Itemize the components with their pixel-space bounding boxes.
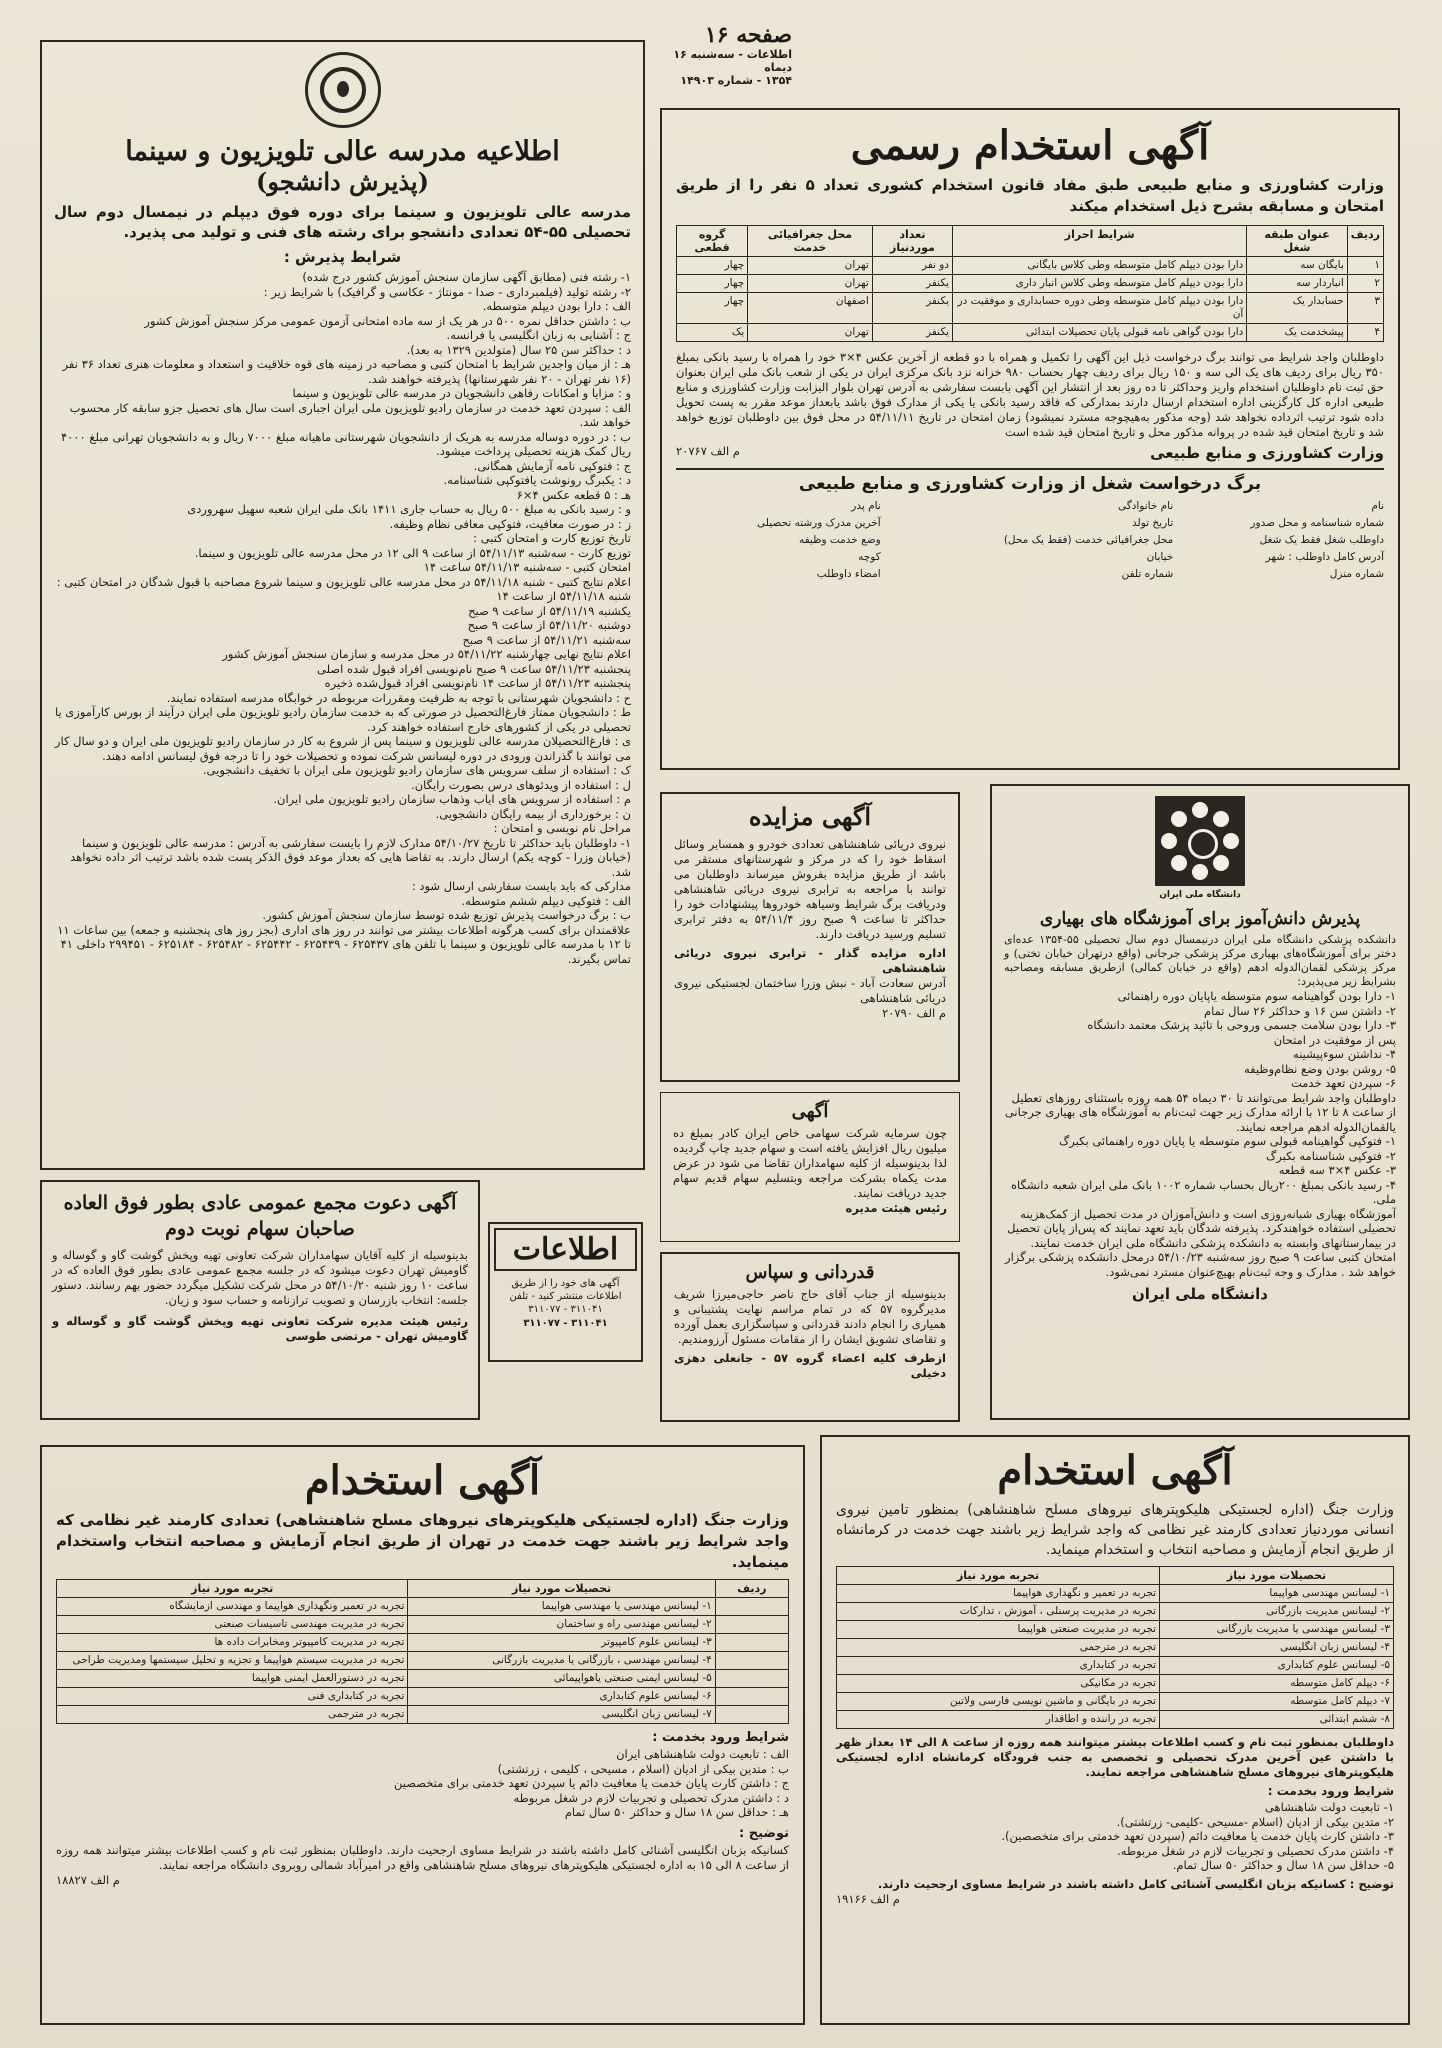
form-field[interactable]: شماره تلفن (1121, 568, 1174, 580)
hiring-left-title: آگهی استخدام (304, 1457, 541, 1504)
cell: دارا بودن دیپلم کامل متوسطه وطی کلاس انبار داری (953, 275, 1247, 293)
form-field[interactable]: آخرین مدرک ورشته تحصیلی (757, 517, 881, 529)
auction-ref: م الف ۲۰۷۹۰ (882, 1006, 946, 1020)
table-row (57, 1688, 789, 1706)
cell: دارا بودن دیپلم کامل متوسطه وطی دوره حسابداری و موفقیت در آن (953, 293, 1247, 324)
list-item: شنبه ۵۴/۱۱/۱۸ از ساعت ۱۴ (496, 589, 631, 603)
list-item: ۱- تابعیت دولت شاهنشاهی (1264, 1800, 1394, 1814)
table-row (57, 1598, 789, 1616)
tv-school-intro: مدرسه عالی تلویزیون و سینما برای دوره فوق دیپلم در نیمسال دوم سال تحصیلی ۵۵-۵۴ تعدادی دانشجو برای رشته های فنی و تولید می پذیرد. (54, 203, 631, 241)
cell: انباردار سه (1247, 275, 1347, 293)
ad-official-table (676, 225, 1384, 342)
table-row (837, 1711, 1394, 1729)
ad-tv-school (40, 40, 645, 1170)
list-item: ج : آشنایی به زبان انگلیسی یا فرانسه. (446, 328, 631, 342)
ad-official-hiring (660, 108, 1400, 770)
cell: یکنفر (872, 275, 952, 293)
form-field[interactable]: وضع خدمت وظیفه (798, 534, 881, 546)
list-item: امتحان کتبی - سه‌شنبه ۵۴/۱۱/۱۳ ساعت ۱۴ (423, 560, 631, 574)
table-row (677, 257, 1384, 275)
cell: دارا بودن دیپلم کامل متوسطه وطی کلاس بایگانی (953, 257, 1247, 275)
cell: ۳- لیسانس مهندسی یا مدیریت بازرگانی (1160, 1621, 1394, 1639)
col-header: عنوان طبقه شغل (1247, 226, 1347, 257)
list-item: اعلام نتایج کتبی - شنبه ۵۴/۱۱/۱۸ در محل مدرسه عالی تلویزیون و سینما شروع مصاحبه با قبول شدگان در امتحان کتبی : (56, 574, 631, 589)
cell: تجربه در دستورالعمل ایمنی هواپیما (57, 1670, 408, 1688)
cell: ۱- لیسانس مهندسی یا مهندسی هواپیما (408, 1598, 715, 1616)
list-item: اعلام نتایج نهایی چهارشنبه ۵۴/۱۱/۲۲ در محل مدرسه و سازمان سنجش آموزش کشور (222, 647, 631, 661)
ettelaat-phone: ۳۱۱۰۴۱ - ۳۱۱۰۷۷ (523, 1318, 608, 1329)
list-item: هـ : حداقل سن ۱۸ سال و حداکثر ۵۰ سال تمام (564, 1805, 789, 1819)
list-item: ن : برخورداری از بیمه رایگان دانشجویی. (435, 806, 631, 821)
table-row (837, 1621, 1394, 1639)
table-row (677, 293, 1384, 324)
list-item: ۴- داشتن مدرک تحصیلی و تجربیات لازم در شغل مربوطه. (1117, 1843, 1394, 1858)
cell: چهار (677, 293, 748, 324)
list-item: امتحان کتبی ساعت ۹ صبح روز سه‌شنبه ۵۴/۱۰/۲۳ درمحل دانشکده پزشکی برگزار خواهد شد . مدارک و وجه ثبت‌نام بهیچ‌عنوان مسترد نمی‌شود. (1005, 1250, 1396, 1279)
issue-date: اطلاعات - سه‌شنبه ۱۶ دیماه (673, 48, 792, 74)
list-item: ۱- فتوکپی گواهینامه قبولی سوم متوسطه یا پایان دوره راهنمائی بکبرگ (1059, 1134, 1396, 1148)
hiring-left-table (56, 1579, 789, 1724)
ettelaat-logo: اطلاعات (512, 1232, 619, 1267)
cell: تجربه در مدیریت صنعتی هواپیما (837, 1621, 1160, 1639)
cell: ۶- لیسانس علوم کتابداری (408, 1688, 715, 1706)
list-item: د : یکبرگ رونوشت یافتوکپی شناسنامه. (443, 473, 631, 487)
list-item: پس از موفقیت در امتحان (1273, 1032, 1396, 1047)
hiring-left-intro: وزارت جنگ (اداره لجستیکی هلیکوپترهای نیروهای مسلح شاهنشاهی) تعدادی کارمند غیر نظامی که واجد شرایط زیر باشند جهت خدمت در تهران از طریق انجام آزمایش و مصاحبه انتخاب واستخدام مینماید. (56, 1511, 789, 1571)
list-item: ۱- داوطلبان باید حداکثر تا تاریخ ۵۴/۱۰/۲۷ مدارک لازم را بایست سفارشی به آدرس : مدرسه عالی تلویزیون و سینما (خیابان وزرا - کوچه یکم) ارسال دارند. به تقاضا هایی که بعداز موعد فوق الذکر پست شده باشد ترتیب اثر داده نخواهد شد. (70, 835, 631, 879)
list-item: سه‌شنبه ۵۴/۱۱/۲۱ از ساعت ۹ صبح (462, 632, 631, 647)
cell: ۵- لیسانس علوم کتابداری (1160, 1657, 1394, 1675)
cell: تجربه در مکانیکی (837, 1675, 1160, 1693)
list-item: ۲- رشته تولید (فیلمبرداری - صدا - مونتاژ - عکاسی و گرافیک) با شرایط زیر : (263, 284, 631, 299)
list-item: پنجشنبه ۵۴/۱۱/۲۳ ساعت ۹ صبح نام‌نویسی افراد قبول شده اصلی (316, 661, 631, 676)
col-header: محل جغرافیائی خدمت (748, 226, 873, 257)
col-header: ردیف (1347, 226, 1383, 257)
cell: ۳- لیسانس علوم کامپیوتر (408, 1634, 715, 1652)
list-item: ۳- دارا بودن سلامت جسمی وروحی با تائید پزشک معتمد دانشگاه (1087, 1018, 1396, 1032)
list-item: د : داشتن مدرک تحصیلی و تجربیات لازم در شغل مربوطه (513, 1790, 789, 1805)
cell: تجربه در مدیریت سیستم هواپیما و تجزیه و تحلیل سیستمها ومدیریت طراحی (57, 1652, 408, 1670)
tv-school-subtitle: (پذیرش دانشجو) (256, 167, 429, 196)
table-row (57, 1634, 789, 1652)
list-item: ب : متدین بیکی از ادیان (اسلام ، مسیحی ، کلیمی ، زرتشتی) (497, 1761, 789, 1776)
list-item: ۳- عکس ۴×۳ سه قطعه (1278, 1163, 1396, 1177)
list-item: تاریخ توزیع کارت و امتحان کتبی : (473, 531, 631, 545)
cell: یکنفر (872, 324, 952, 342)
tv-school-conditions-title: شرایط پذیرش : (283, 248, 402, 266)
list-item: الف : فتوکپی دیپلم ششم متوسطه. (461, 893, 631, 908)
table-row (837, 1675, 1394, 1693)
cell: ۱ (1347, 257, 1383, 275)
col-header: تحصیلات مورد نیاز (1160, 1567, 1394, 1585)
cell: تجربه در بایگانی و ماشین نویسی فارسی ولاتین (837, 1693, 1160, 1711)
list-item: ۱- رشته فنی (مطابق آگهی سازمان سنجش آموزش کشور درج شده) (302, 270, 631, 284)
hiring-right-title: آگهی استخدام (997, 1447, 1233, 1494)
form-field[interactable]: شماره منزل (1329, 568, 1384, 580)
list-item: آموزشگاه بهیاری شبانه‌روزی است و دانش‌آموزان در مدت تحصیل از کمک‌هزینه تحصیلی استفاده خواهندکرد. پذیرفته شدگان باید تعهد نمایند که پس‌از پایان تحصیل در بیمارستانهای وابسته به دانشکده پزشکی دانشگاه ملی ایران خدمت نمایند. (1007, 1206, 1396, 1250)
cell: ۸- ششم ابتدائی (1160, 1711, 1394, 1729)
list-item: ۴- رسید بانکی بمبلغ ۲۰۰ریال بحساب شماره ۱۰۰۲ بانک ملی ایران شعبه دانشگاه ملی. (1010, 1177, 1396, 1206)
list-item: مراحل نام نویسی و امتحان : (493, 821, 631, 835)
hiring-right-entry (836, 1800, 1394, 1873)
cell: ۴ (1347, 324, 1383, 342)
form-field[interactable]: محل جغرافیائی خدمت (فقط یک محل) (1003, 534, 1174, 546)
cell: ۶- دیپلم کامل متوسطه (1160, 1675, 1394, 1693)
hiring-left-entry (56, 1747, 789, 1820)
col-header: تجربه مورد نیاز (57, 1580, 408, 1598)
cell: تجربه در کتابداری فنی (57, 1688, 408, 1706)
ad-official-body: داوطلبان واجد شرایط می توانند برگ درخواست ذیل این آگهی را تکمیل و همراه با دو قطعه از آخرین عکس ۴×۳ خود را همراه با رسید بانکی بمبلغ ۳۵۰ ریال برای ردیف های یک الی سه و ۱۵۰ ریال برای ردیف چهار بحساب ۹۸۰ خزانه نزد بانک مرکزی ایران در یکی از شعب بانک ملی ایران بعنوان حق ثبت نام داوطلبان استخدام واریز وحداکثر تا ده روز بعد از انتشار این آگهی بابست سفارشی به آدرس تهران بلوار الیزابت وزارت کشاورزی و منابع طبیعی اداره کل کارگزینی اداره استخدام ارسال دارند بمدارکی که فاقد رسید بانکی یا یکی از مدارک فوق باشد یابعداز موعد مقرر به پست تحویل داده شود ترتیب اثرداده نخواهد شد (وجه مذکور به‌هیچوجه مسترد نمیشود) زمان امتحان در تاریخ ۵۴/۱۱/۱۱ در محل فوق بین داوطلبان توزیع خواهد شد و تاریخ امتحان قید شده در پروانه مذکور محل و تاریخ امتحان قید شده است (676, 350, 1385, 439)
ad-nursing (990, 784, 1410, 1420)
cell: تجربه در تعمیر و نگهداری هواپیما (837, 1585, 1160, 1603)
cell: یک (677, 324, 748, 342)
cell: تجربه در مترجمی (837, 1639, 1160, 1657)
cell: ۲- لیسانس مهندسی راه و ساختمان (408, 1616, 715, 1634)
table-row (677, 275, 1384, 293)
col-header: شرایط احراز (953, 226, 1247, 257)
table-row (677, 324, 1384, 342)
thanks-body: بدینوسیله از جناب آقای حاج ناصر حاجی‌میرزا شریف مدیرگروه ۵۷ که در تمام مراسم نهایت پشتیبانی و همیاری را انجام دادند قدردانی و سپاسگزاری بعمل آورده و تقاضای تشویق ایشان را از مقامات مسئول آرزومندیم. (674, 1287, 947, 1346)
cell: دارا بودن گواهی نامه قبولی پایان تحصیلات ابتدائی (953, 324, 1247, 342)
tv-school-lines (54, 270, 631, 966)
cell: ۷- دیپلم کامل متوسطه (1160, 1693, 1394, 1711)
cell: تجربه در مدیریت پرسنلی ، آموزش ، تدارکات (837, 1603, 1160, 1621)
list-item: ۵- حداقل سن ۱۸ سال و حداکثر ۵۰ سال تمام. (1172, 1858, 1394, 1872)
thanks-signature: ازطرف کلیه اعضاء گروه ۵۷ - جانعلی دهزی دخیلی (674, 1351, 946, 1380)
table-row (57, 1652, 789, 1670)
cell: ۴- لیسانس مهندسی ، بازرگانی یا مدیریت بازرگانی (408, 1652, 715, 1670)
list-item: ۳- داشتن کارت پایان خدمت یا معافیت دائم (سپردن تعهد خدمتی برای متخصصین). (1001, 1829, 1394, 1843)
form-title: برگ درخواست شغل از وزارت کشاورزی و منابع طبیعی (798, 474, 1262, 494)
nursing-logo-text: دانشگاه ملی ایران (1159, 890, 1241, 900)
cell: چهار (677, 257, 748, 275)
cell: تهران (748, 324, 873, 342)
table-row (837, 1693, 1394, 1711)
list-item: و : مزایا و امکانات رفاهی دانشجویان در مدرسه عالی تلویزیون و سینما (292, 386, 631, 400)
cell: چهار (677, 275, 748, 293)
list-item: الف : دارا بودن دیپلم متوسطه. (482, 299, 631, 313)
cell: ۱- لیسانس مهندسی هواپیما (1160, 1585, 1394, 1603)
meeting-signature: رئیس هیئت مدیره شرکت تعاونی تهیه وپخش گوشت گاو و گوساله و گاومیش تهران - مرتضی طوسی (52, 1314, 468, 1343)
hiring-right-body: داوطلبان بمنظور ثبت نام و کسب اطلاعات بیشتر میتوانند همه روزه از ساعت ۸ الی ۱۴ بعداز ظهر با داشتن عین آخرین مدرک تحصیلی و تخصصی به جنب فرودگاه کرمانشاه اداره لجستیکی هلیکوپترهای نیروهای مسلح شاهنشاهی مراجعه نمایند. (836, 1735, 1394, 1779)
ad-official-signature: وزارت کشاورزی و منابع طبیعی (1150, 444, 1384, 462)
list-item: ب : در دوره دوساله مدرسه به هریک از دانشجویان شهرستانی ماهیانه مبلغ ۷۰۰۰ ریال و به دانشجویان تهرانی مبلغ ۴۰۰۰ ریال کمک هزینه تحصیلی پرداخت میشود. (60, 429, 631, 458)
cell: تهران (748, 275, 873, 293)
list-item: الف : سپردن تعهد خدمت در سازمان رادیو تلویزیون ملی ایران اجباری است سال های تحصیل جزو سابقه کار محسوب خواهد شد. (69, 400, 631, 429)
list-item: ۱- دارا بودن گواهینامه سوم متوسطه یاپایان دوره راهنمائی (1117, 989, 1396, 1003)
nursing-signature: دانشگاه ملی ایران (1131, 1285, 1269, 1303)
hiring-right-ref: م الف ۱۹۱۶۶ (836, 1891, 900, 1906)
cell: دو نفر (872, 257, 952, 275)
list-item: ک : استفاده از سلف سرویس های سازمان رادیو تلویزیون ملی ایران با تخفیف دانشجویی. (202, 763, 631, 777)
form-field[interactable]: امضاء داوطلب (816, 568, 881, 580)
auction-body: نیروی دریائی شاهنشاهی تعدادی خودرو و همسایر وسائل اسقاط خود را که در مرکز و شهرستانهای مستقر می باشد از طریق مزایده بفروش میرساند داوطلبان می توانند با مراجعه به ترابری نیروی دریائی شاهنشاهی ودریافت برگ شرایط وسیاهه خودروها پیشنهادات خود را حداکثر تا ساعت ۹ صبح روز ۵۴/۱۱/۴ به دفتر ترابری تسلیم ورسید دریافت دارند. (674, 837, 946, 941)
list-item: پنجشنبه ۵۴/۱۱/۲۳ از ساعت ۱۴ نام‌نویسی افراد قبول‌شده ذخیره (324, 676, 631, 690)
hiring-left-ref: م الف ۱۸۸۲۷ (56, 1872, 120, 1887)
list-item: ی : فارغ‌التحصیلان مدرسه عالی تلویزیون و سینما پس از شروع به کار در سازمان رادیو تلویزیون ملی ایران و دو سال کار می توانند با گذراندن ورودی در دوره لیسانس شرکت نموده و تحصیلات خود را تا درجه فوق لیسانس ادامه دهند. (54, 734, 631, 763)
col-header: تحصیلات مورد نیاز (408, 1580, 715, 1598)
cell: یکنفر (872, 293, 952, 324)
ad-official-ref: م الف ۲۰۷۶۷ (676, 444, 740, 458)
auction-title: آگهی مزایده (748, 802, 872, 831)
list-item: ب : برگ درخواست پذیرش توزیع شده توسط سازمان سنجش آموزش کشور. (262, 908, 631, 922)
hiring-right-note: توضیح : کسانیکه بزبان انگلیسی آشنائی کامل داشته باشند در شرایط مساوی ارجحیت دارند. (877, 1876, 1394, 1891)
hiring-left-note: کسانیکه بزبان انگلیسی آشنائی کامل داشته باشند در شرایط مساوی ارجحیت دارند. داوطلبان بمنظور ثبت نام و کسب اطلاعات بیشتر میتوانند همه روزه از ساعت ۸ الی ۱۵ به اداره لجستیکی هلیکوپترهای نیروهای مسلح شاهنشاهی واقع در امیرآباد شمالی روبروی دانشگاه مراجعه نمایند. (56, 1842, 789, 1872)
list-item: ۶- سپردن تعهد خدمت (1290, 1076, 1396, 1090)
list-item: هـ : از میان واجدین شرایط با امتحان کتبی و مصاحبه در زمینه های قوه خلاقیت و استعداد و معلومات هنری تعداد ۳۶ نفر (۱۶ نفر تهران - ۲۰ نفر شهرستانها) پذیرفته خواهند شد. (62, 357, 631, 386)
cell: ۴- لیسانس زبان انگلیسی (1160, 1639, 1394, 1657)
table-row (837, 1585, 1394, 1603)
list-item: ۲- داشتن سن ۱۶ و حداکثر ۲۶ سال تمام (1203, 1003, 1396, 1018)
cell: ۳ (1347, 293, 1383, 324)
table-row (57, 1706, 789, 1724)
list-item: هـ : ۵ قطعه عکس ۴×۶ (516, 487, 631, 502)
col-header: تعداد موردنیاز (872, 226, 952, 257)
table-row (837, 1639, 1394, 1657)
hiring-right-intro: وزارت جنگ (اداره لجستیکی هلیکوپترهای نیروهای مسلح شاهنشاهی) بمنظور تامین نیروی انسانی موردنیاز تعدادی کارمند غیر نظامی که واجد شرایط زیر باشند جهت خدمت در کرمانشاه از طریق انجام آزمایش و مصاحبه انتخاب و استخدام مینماید. (836, 1502, 1394, 1558)
hiring-left-note-title: توضیح : (739, 1825, 789, 1841)
hiring-right-table (836, 1566, 1394, 1729)
meeting-body: بدینوسیله از کلیه آقایان سهامداران شرکت تعاونی تهیه وپخش گوشت گاو و گوساله و گاومیش تهران دعوت میشود که در جلسه مجمع عمومی عادی بطور فوق العاده که در ساعت ۱۰ روز شنبه ۵۴/۱۰/۲۰ در محل شرکت تشکیل میگردد حضور بهم رسانند. دستور جلسه: انتخاب بازرسان و تصویب ترازنامه و حساب سود و زیان. (52, 1248, 468, 1307)
nursing-lines (1004, 989, 1396, 1279)
hiring-left-entry-title: شرایط ورود بخدمت : (652, 1730, 789, 1745)
form-field[interactable]: نام پدر (851, 500, 881, 512)
ettelaat-text: آگهی های خود را از طریق اطلاعات منتشر کنید - تلفن ۳۱۱۰۴۱ - ۳۱۱۰۷۷ (509, 1278, 622, 1315)
table-row (837, 1657, 1394, 1675)
rose-logo-icon (305, 52, 381, 128)
form-field[interactable]: نام (1371, 500, 1384, 512)
nursing-title: پذیرش دانش‌آموز برای آموزشگاه های بهیاری (1039, 909, 1361, 929)
list-item: ۴- نداشتن سوءپیشینه (1293, 1047, 1396, 1061)
tv-school-title: اطلاعیه مدرسه عالی تلویزیون و سینما (125, 136, 560, 167)
list-item: ج : داشتن کارت پایان خدمت یا معافیت دائم یا سپردن تعهد خدمتی برای متخصصین (394, 1776, 789, 1790)
page-number: صفحه ۱۶ (704, 22, 792, 48)
shares-body: چون سرمایه شرکت سهامی خاص ایران کادر بمبلغ ده میلیون ریال افزایش یافته است و سهام جدید چاپ گردیده لذا بدینوسیله از کلیه سهامداران تقاضا می شود در عرض مدت یکماه بشرکت مراجعه وبتسلیم سهام قدیم سهام جدید دریافت نمایند. (672, 1126, 947, 1200)
hiring-right-entry-title: شرایط ورود بخدمت : (1267, 1784, 1394, 1798)
shares-title: آگهی (791, 1101, 829, 1122)
list-item: ج : فتوکپی نامه آزمایش همگانی. (473, 458, 631, 473)
cell: پیشخدمت یک (1247, 324, 1347, 342)
cell: بایگان سه (1247, 257, 1347, 275)
ad-thanks (660, 1252, 960, 1422)
thanks-title: قدردانی و سپاس (745, 1262, 875, 1283)
ad-official-intro: وزارت کشاورزی و منابع طبیعی طبق مفاد قانون استخدام کشوری تعداد ۵ نفر را از طریق امتحان و مسابقه بشرح ذیل استخدام میکند (676, 176, 1384, 215)
list-item: ز : در صورت معافیت، فتوکپی معافی نظام وظیفه. (389, 516, 631, 531)
cell: ۲- لیسانس مدیریت بازرگانی (1160, 1603, 1394, 1621)
table-row (837, 1603, 1394, 1621)
col-header: تجربه مورد نیاز (837, 1567, 1160, 1585)
list-item: ب : داشتن حداقل نمره ۵۰۰ در هر یک از سه ماده امتحانی آزمون عمومی مرکز سنجش آموزش کشور (144, 313, 631, 328)
list-item: مدارکی که باید بایست سفارشی ارسال شود : (411, 879, 631, 893)
list-item: الف : تابعیت دولت شاهنشاهی ایران (616, 1747, 789, 1761)
list-item: ۵- روشن بودن وضع نظام‌وظیفه (1243, 1061, 1396, 1076)
cell: تجربه در مترجمی (57, 1706, 408, 1724)
form-field[interactable]: نام خانوادگی (1117, 500, 1174, 512)
table-row (57, 1670, 789, 1688)
cell: تجربه در مدیریت کامپیوتر ومخابرات داده ها (57, 1634, 408, 1652)
list-item: ل : استفاده از ویدئوهای درس بصورت رایگان. (411, 777, 631, 792)
list-item: داوطلبان واجد شرایط می‌توانند تا ۳۰ دیماه ۵۴ همه روزه باستثنای روزهای تعطیل از ساعت ۸ تا ۱۲ با ارائه مدارک زیر جهت ثبت‌نام به آموزشگاه های بهیاری جرجانی یالقمان‌الدوله ادهم مراجعه نمایند. (1004, 1090, 1396, 1134)
list-item: ح : دانشجویان شهرستانی با توجه به ظرفیت ومقررات مربوطه در خوابگاه مدرسه استفاده نمایند. (166, 690, 631, 705)
table-row (57, 1616, 789, 1634)
page-header (652, 22, 792, 87)
ad-meeting (40, 1180, 480, 1420)
application-form (676, 468, 1384, 581)
cell: اصفهان (748, 293, 873, 324)
list-item: ۲- فتوکپی شناسنامه بکبرگ (1266, 1148, 1396, 1163)
cell: تهران (748, 257, 873, 275)
col-header: ردیف (715, 1580, 788, 1598)
auction-address: آدرس سعادت آباد - نبش وزرا ساختمان لجستیکی نیروی دریائی شاهنشاهی (674, 976, 946, 1005)
ad-official-title: آگهی استخدام رسمی (850, 122, 1210, 169)
meeting-title: آگهی دعوت مجمع عمومی عادی بطور فوق العاده صاحبان سهام نوبت دوم (63, 1192, 457, 1240)
list-item: دوشنبه ۵۴/۱۱/۲۰ از ساعت ۹ صبح (467, 618, 631, 632)
list-item: د : حداکثر سن ۲۵ سال (متولدین ۱۳۲۹ به بعد). (406, 342, 631, 357)
shares-signature: رئیس هیئت مدیره (845, 1201, 947, 1215)
cell: ۷- لیسانس زبان انگلیسی (408, 1706, 715, 1724)
nursing-intro: دانشکده پزشکی دانشگاه ملی ایران درنیمسال دوم سال تحصیلی ۵۵-۱۳۵۴ عده‌ای دختر برای آموزشگاه‌های بهیاری مرکز پزشکی جرجانی (واقع درتهران خیابان تختی) و مرکز پزشکی لقمان‌الدوله ادهم (واقع در خیابان کمالی) ازطریق مسابقه ومصاحبه بشرایط زیر می‌پذیرد: (1004, 933, 1397, 988)
cell: تجربه در مدیریت مهندسی تاسیسات صنعتی (57, 1616, 408, 1634)
university-logo-icon (1155, 796, 1245, 886)
cell: تجربه در راننده و اطاقدار (837, 1711, 1160, 1729)
list-item: علاقمندان برای کسب هرگونه اطلاعات بیشتر می توانند در روز های اداری (بجز روز های پنجشنبه و جمعه) بین ساعات ۱۱ تا ۱۲ با مدرسه عالی تلویزیون و سینما با تلفن های ۶۲۵۴۳۷ - ۶۲۵۴۳۹ - ۶۲۵۴۴۲ - ۶۲۵۴۸۲ - ۶۲۵۱۸۴ - ۲۹۹۴۵۱ داخلی ۴۱ تماس بگیرند. (57, 922, 631, 966)
list-item: ط : دانشجویان ممتاز فارغ‌التحصیل در صورتی که به خدمت سازمان رادیو تلویزیون ملی ایران درآیند از بورس کارآموزی یا تحصیلی در یکی از کشورهای خارج استفاده خواهند کرد. (54, 705, 631, 734)
list-item: ۲- متدین بیکی از ادیان (اسلام -مسیحی -کلیمی- زرتشتی). (1116, 1814, 1394, 1829)
form-field[interactable]: داوطلب شغل فقط یک شغل (1259, 534, 1384, 546)
issue-number: ۱۳۵۴ - شماره ۱۴۹۰۳ (680, 74, 792, 87)
form-field[interactable]: کوچه (858, 551, 881, 563)
ad-shares (660, 1092, 960, 1242)
list-item: یکشنبه ۵۴/۱۱/۱۹ از ساعت ۹ صبح (468, 603, 631, 618)
list-item: م : استفاده از سرویس های ایاب وذهاب سازمان رادیو تلویزیون ملی ایران. (273, 792, 631, 806)
form-field[interactable]: خیابان (1146, 551, 1174, 563)
cell: تجربه در کتابداری (837, 1657, 1160, 1675)
cell: تجربه در تعمیر ونگهداری هواپیما و مهندسی ازمایشگاه (57, 1598, 408, 1616)
list-item: و : رسید بانکی به مبلغ ۵۰۰ ریال به حساب جاری ۱۴۱۱ بانک ملی ایران شعبه سهیل سهروردی (187, 502, 631, 516)
list-item: توزیع کارت - سه‌شنبه ۵۴/۱۱/۱۳ از ساعت ۹ الی ۱۲ در محل مدرسه عالی تلویزیون و سینما. (194, 545, 631, 560)
ad-auction (660, 792, 960, 1082)
ad-hiring-kermanshah (820, 1435, 1410, 2025)
auction-signature: اداره مزایده گذار - ترابری نیروی دریائی شاهنشاهی (674, 946, 946, 975)
cell: حسابدار یک (1247, 293, 1347, 324)
cell: ۲ (1347, 275, 1383, 293)
col-header: گروه قطعی (677, 226, 748, 257)
cell: ۵- لیسانس ایمنی صنعتی یاهواپیمائی (408, 1670, 715, 1688)
form-field[interactable]: آدرس کامل داوطلب : شهر (1265, 551, 1384, 563)
form-field[interactable]: تاریخ تولد (1132, 517, 1174, 529)
form-field[interactable]: شماره شناسنامه و محل صدور (1250, 517, 1384, 529)
ad-hiring-tehran (40, 1445, 805, 2025)
ettelaat-box (488, 1222, 643, 1362)
